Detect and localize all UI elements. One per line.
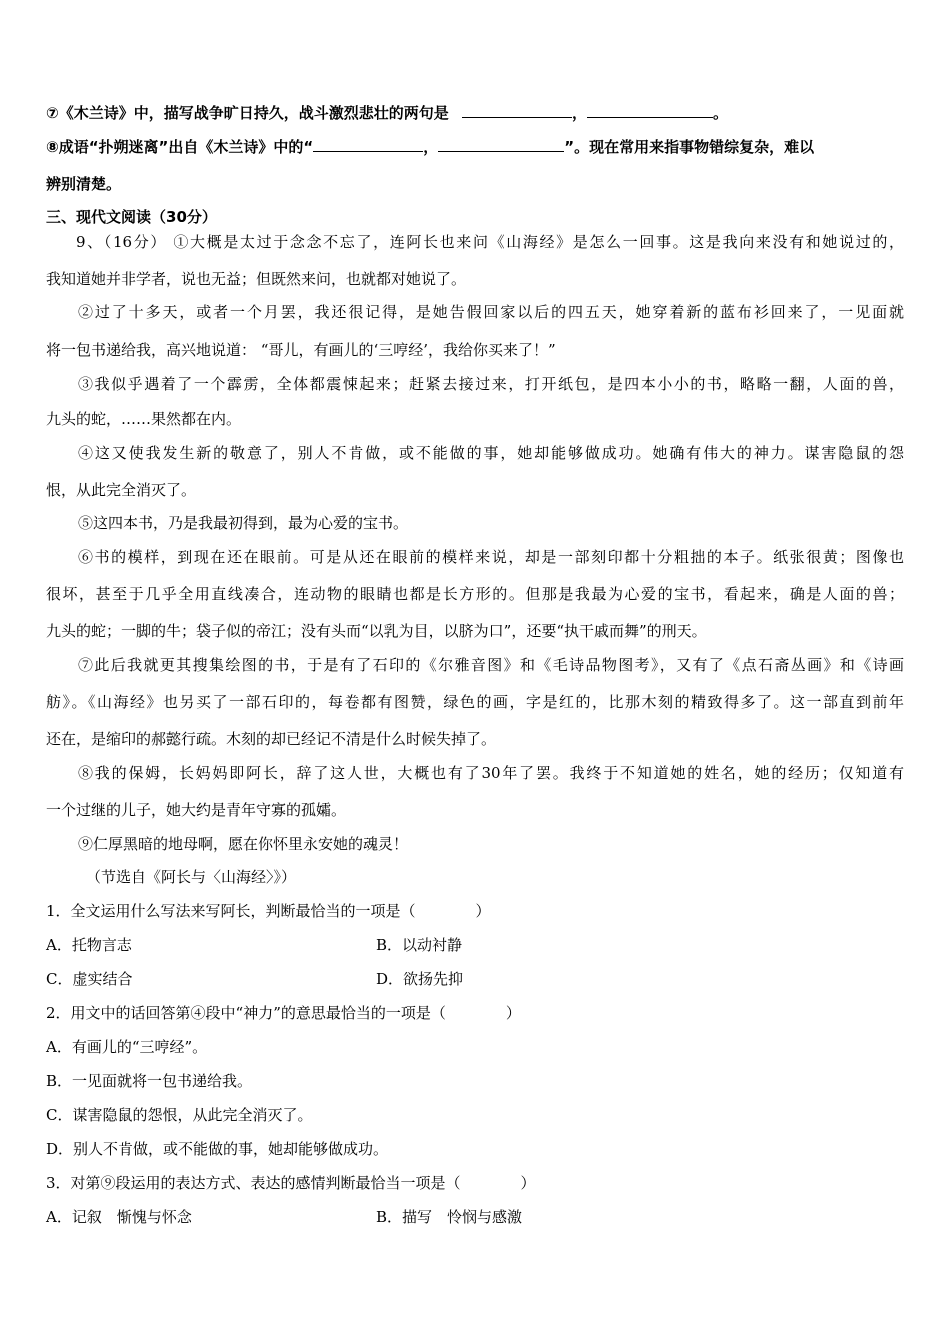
passage-line: ⑤这四本书，乃是我最初得到，最为心爱的宝书。 bbox=[78, 514, 409, 532]
passage-line: ⑨仁厚黑暗的地母啊，愿在你怀里永安她的魂灵！ bbox=[78, 835, 409, 853]
passage-source: （节选自《阿长与〈山海经〉》） bbox=[86, 868, 297, 886]
question-3-option-b[interactable]: B．描写 怜悯与感激 bbox=[376, 1208, 523, 1226]
passage-line: ④这又使我发生新的敬意了，别人不肯做，或不能做的事，她却能够做成功。她确有伟大的神力。谋害隐鼠的怨 bbox=[78, 444, 904, 462]
answer-blank[interactable] bbox=[438, 137, 564, 152]
question-2-stem: 2．用文中的话回答第④段中“神力”的意思最恰当的一项是（ ） bbox=[46, 1004, 521, 1022]
separator: ， bbox=[423, 138, 439, 156]
separator: ， bbox=[571, 104, 587, 122]
passage-line: 恨，从此完全消灭了。 bbox=[46, 481, 197, 499]
passage-line: 9、（16分） ①大概是太过于念念不忘了，连阿长也来问《山海经》是怎么一回事。这是我向来没有和她说过的， bbox=[76, 233, 904, 251]
passage-line: 舫》。《山海经》也另买了一部石印的，每卷都有图赞，绿色的画，字是红的，比那木刻的精致得多了。这一部直到前年 bbox=[46, 693, 904, 711]
section-title: 三、现代文阅读（30分） bbox=[46, 208, 217, 226]
passage-line: ⑥书的模样，到现在还在眼前。可是从还在眼前的模样来说，却是一部刻印都十分粗拙的本子。纸张很黄；图像也 bbox=[78, 548, 904, 566]
question-2-option-a[interactable]: A．有画儿的“三哼经”。 bbox=[46, 1038, 208, 1056]
passage-line: 将一包书递给我，高兴地说道： “哥儿，有画儿的‘三哼经’，我给你买来了！” bbox=[46, 341, 556, 359]
question-1-stem: 1．全文运用什么写法来写阿长，判断最恰当的一项是（ ） bbox=[46, 902, 491, 920]
question-3-stem: 3．对第⑨段运用的表达方式、表达的感情判断最恰当一项是（ ） bbox=[46, 1174, 536, 1192]
question-2-option-b[interactable]: B．一见面就将一包书递给我。 bbox=[46, 1072, 253, 1090]
question-1-option-d[interactable]: D．欲扬先抑 bbox=[376, 970, 464, 988]
question-7-text: ⑦《木兰诗》中，描写战争旷日持久，战斗激烈悲壮的两句是 bbox=[46, 104, 449, 122]
question-7-line bbox=[46, 103, 728, 123]
answer-blank[interactable] bbox=[313, 137, 423, 152]
question-3-option-a[interactable]: A．记叙 惭愧与怀念 bbox=[46, 1208, 192, 1226]
answer-blank[interactable] bbox=[462, 103, 572, 118]
passage-line: 九头的蛇，……果然都在内。 bbox=[46, 410, 242, 428]
passage-line: 很坏，甚至于几乎全用直线凑合，连动物的眼睛也都是长方形的。但那是我最为心爱的宝书，看起来，确是人面的兽； bbox=[46, 585, 904, 603]
end-punct: 。 bbox=[712, 104, 728, 122]
question-1-option-c[interactable]: C．虚实结合 bbox=[46, 970, 133, 988]
question-8-line-2: 辨别清楚。 bbox=[46, 175, 122, 193]
passage-line: 九头的蛇；一脚的牛；袋子似的帝江；没有头而“以乳为目，以脐为口”，还要“执干戚而舞”的刑天。 bbox=[46, 622, 707, 640]
answer-blank[interactable] bbox=[587, 103, 713, 118]
question-1-option-a[interactable]: A．托物言志 bbox=[46, 936, 132, 954]
question-2-option-c[interactable]: C．谋害隐鼠的怨恨，从此完全消灭了。 bbox=[46, 1106, 313, 1124]
question-8-text: ⑧成语“扑朔迷离”出自《木兰诗》中的“ bbox=[46, 138, 314, 156]
question-2-option-d[interactable]: D．别人不肯做，或不能做的事，她却能够做成功。 bbox=[46, 1140, 389, 1158]
passage-line: 一个过继的儿子，她大约是青年守寡的孤孀。 bbox=[46, 801, 347, 819]
question-8-text-end: ”。现在常用来指事物错综复杂，难以 bbox=[564, 138, 815, 156]
passage-line: 我知道她并非学者，说也无益；但既然来问，也就都对她说了。 bbox=[46, 270, 467, 288]
question-1-option-b[interactable]: B．以动衬静 bbox=[376, 936, 463, 954]
passage-line: ③我似乎遇着了一个霹雳，全体都震悚起来；赶紧去接过来，打开纸包，是四本小小的书，略略一翻，人面的兽， bbox=[78, 375, 904, 393]
passage-line: 还在，是缩印的郝懿行疏。木刻的却已经记不清是什么时候失掉了。 bbox=[46, 730, 497, 748]
passage-line: ②过了十多天，或者一个月罢，我还很记得，是她告假回家以后的四五天，她穿着新的蓝布衫回来了，一见面就 bbox=[78, 303, 904, 321]
question-8-line bbox=[46, 137, 814, 157]
passage-line: ⑧我的保姆，长妈妈即阿长，辞了这人世，大概也有了30年了罢。我终于不知道她的姓名，她的经历；仅知道有 bbox=[78, 764, 904, 782]
passage-line: ⑦此后我就更其搜集绘图的书，于是有了石印的《尔雅音图》和《毛诗品物图考》，又有了《点石斋丛画》和《诗画 bbox=[78, 656, 904, 674]
